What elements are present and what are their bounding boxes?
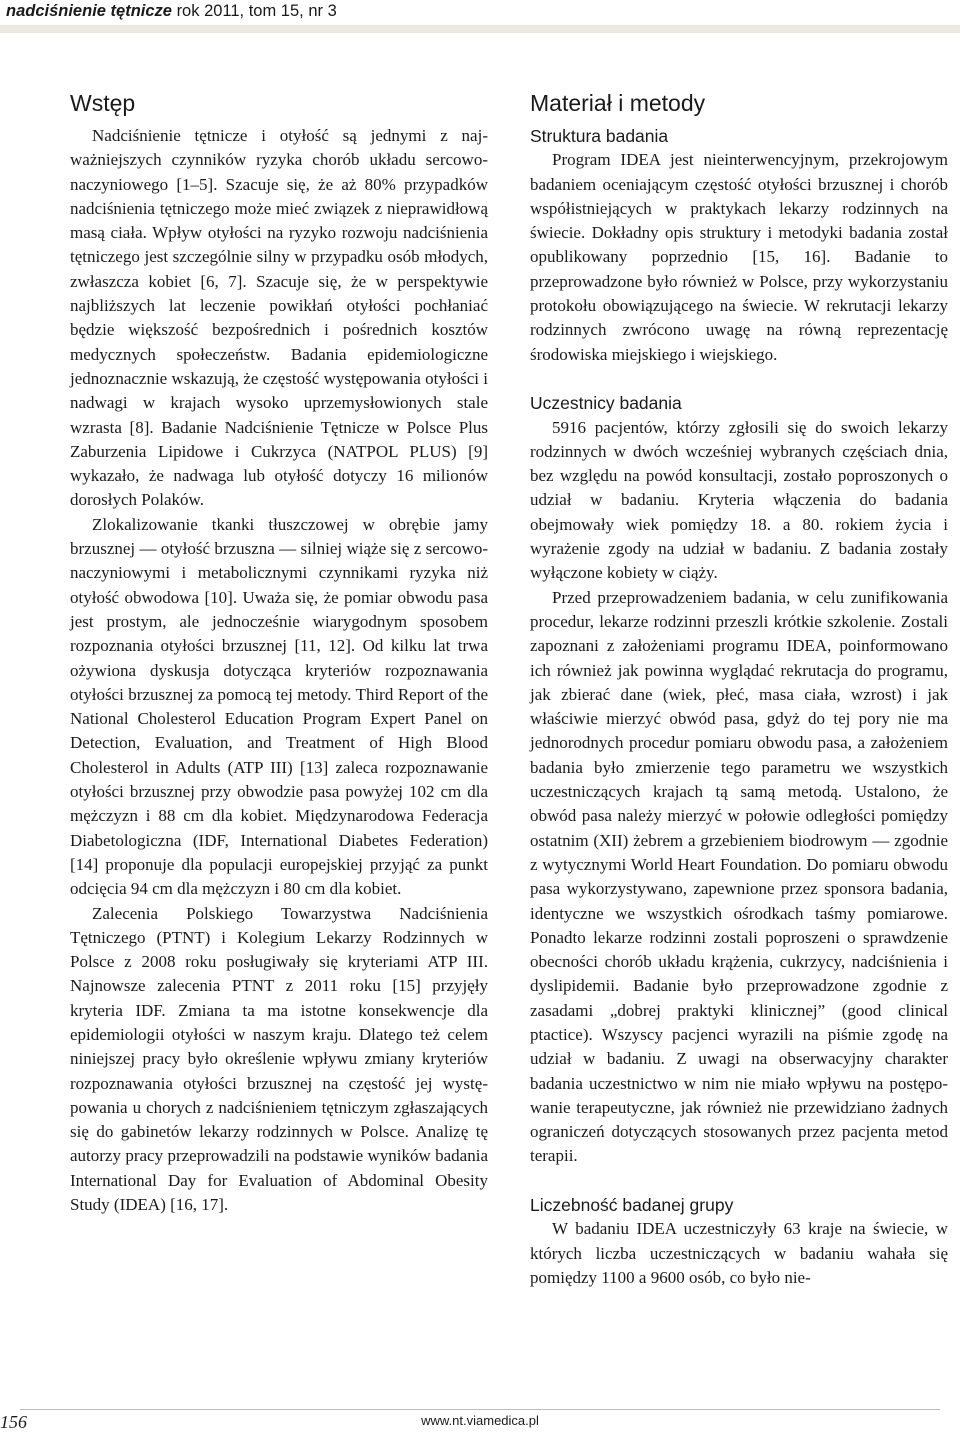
- participants-paragraph-1: 5916 pacjentów, którzy zgłosili się do swoich lekarzy rodzinnych w dwóch wcześniej wybranych częściach dnia, bez względu na powód konsultacji, zostało poproszonych o udział w badaniu. Kryteria włączenia do badania obejmowały wiek pomiędzy 18. a 80. rokiem życia i wyrażenie zgody na udział w badaniu. Z badania zostały wyłączone kobiety w ciąży.: [530, 417, 948, 583]
- footer-url: www.nt.viamedica.pl: [421, 1413, 539, 1428]
- section-title-introduction: Wstęp: [70, 90, 136, 116]
- structure-paragraph: Program IDEA jest nieinterwencyjnym, przekrojowym badaniem oceniającym częstość otyłości brzusznej i chorób współistniejących w praktykach lekarzy rodzinnych na świecie. Dokładny opis struktury i metodyki badania został opublikowany poprzednio [15, 16]. Badanie to przeprowadzone było również w Polsce, przy wykorzystaniu protokołu obowiązującego na świecie. W rekrutacji lekarzy rodzinnych zwrócono uwagę na równą reprezentację środowiska miejskiego i wiejskiego.: [530, 150, 948, 364]
- intro-paragraph-3: Zalecenia Polskiego Towarzystwa Nadciśnienia Tętniczego (PTNT) i Kolegium Lekarzy Rodzinnych w Polsce z 2008 roku posługiwały się kryteriami ATP III. Najnowsze zalecenia PTNT z 2011 roku [15] przyjęły kryteria IDF. Zmiana ta ma istotne konsekwencje dla epidemiologii otyłości w naszym kraju. Dlatego też celem niniejszej pracy było określenie wpływu zmiany kryteriów rozpoznawania otyłości brzusznej na częstość jej występowania u chorych z nadciśnieniem tętniczym zgłaszających się do gabinetów lekarzy rodzinnych w Polsce. Analizę tę autorzy pracy przeprowadzili na podstawie wyników badania International Day for Evaluation of Abdominal Obesity Study (IDEA) [16, 17].: [70, 903, 488, 1215]
- section-title-methods: Materiał i metody: [530, 90, 706, 116]
- right-column: [530, 89, 948, 1290]
- intro-paragraph-2: Zlokalizowanie tkanki tłuszczowej w obrębie jamy brzusznej — otyłość brzuszna — silniej wiąże się z sercowo-naczyniowymi i metabolicznymi czynnikami ryzyka niż otyłość obwodowa [10]. Uważa się, że pomiar obwodu pasa jest prostym, ale jednocześnie wiarygodnym sposobem rozpoznania otyłości brzusznej [11, 12]. Od kilku lat trwa ożywiona dyskusja dotycząca kryteriów rozpoznawania otyłości brzusznej za pomocą tej metody. Third Report of the National Cholesterol Education Program Expert Panel on Detection, Evaluation, and Treatment of High Blood Cholesterol in Adults (ATP III) [13] zaleca rozpoznawanie otyłości brzusznej przy obwodzie pasa powyżej 102 cm dla mężczyzn i 88 cm dla kobiet. Międzynarodowa Federacja Diabetologiczna (IDF, International Diabetes Federation) [14] proponuje dla populacji europejskiej przyjąć za punkt odcięcia 94 cm dla mężczyzn i 80 cm dla kobiet.: [70, 514, 488, 899]
- participants-paragraph-2: Przed przeprowadzeniem badania, w celu zunifikowania procedur, lekarze rodzinni przeszli krótkie szkolenie. Zostali zapoznani z założeniami programu IDEA, poinformowano ich również jak powinna wyglądać rekrutacja do programu, jak zbierać dane (wiek, płeć, masa ciała, wzrost) i jak właściwie mierzyć obwód pasa, gdyż do tej pory nie ma jednorodnych procedur pomiaru obwodu pasa, a założeniem badania było zmierzenie tego parametru we wszystkich uczestniczących krajach tą samą metodą. Ustalono, że obwód pasa należy mierzyć w połowie odległości pomiędzy ostatnim (XII) żebrem a grzebieniem biodrowym — zgodnie z wytycznymi World Heart Foundation. Do pomiaru obwodu pasa wykorzystywano, zapewnione przez sponsora badania, identyczne we wszystkich ośrodkach taśmy pomiarowe. Ponadto lekarze rodzinni zostali poproszeni o sprawdzenie obecności chorób układu krążenia, cukrzycy, nadciśnienia i dyslipidemii. Badanie było przeprowadzone zgodnie z zasadami „dobrej praktyki klinicznej” (good clinical ptactice). Wszyscy pacjenci wyrazili na piśmie zgodę na udział w badaniu. Z uwagi na obserwacyjny charakter badania uczestnictwo w nim nie miało wpływu na postępowanie terapeutyczne, jak również nie przewidziano żadnych ograniczeń dotyczących stosowanych przez pacjenta metod terapii.: [530, 587, 948, 1166]
- subsection-title-group-size: Liczebność badanej grupy: [530, 1195, 734, 1216]
- header-rule: [0, 25, 960, 33]
- subsection-title-participants: Uczestnicy badania: [530, 393, 682, 414]
- subsection-title-structure: Struktura badania: [530, 126, 669, 146]
- issue-info: rok 2011, tom 15, nr 3: [176, 2, 337, 20]
- left-column: [70, 89, 488, 1217]
- group-size-paragraph: W badaniu IDEA uczestniczyły 63 kraje na świecie, w których liczba uczestniczących w badaniu wahała się pomiędzy 1100 a 9600 osób, co było nie-: [530, 1219, 948, 1287]
- running-header: [6, 2, 337, 21]
- intro-paragraph-1: Nadciśnienie tętnicze i otyłość są jednymi z najważniejszych czynników ryzyka chorób układu sercowo-naczyniowego [1–5]. Szacuje się, że aż 80% przypadków nadciśnienia tętniczego może mieć związek z nieprawidłową masą ciała. Wpływ otyłości na ryzyko rozwoju nadciśnienia tętniczego jest szczególnie silny w przypadku osób młodych, zwłaszcza kobiet [6, 7]. Szacuje się, że w perspektywie najbliższych lat leczenie powikłań otyłości pochłaniać będzie większość bezpośrednich i pośrednich kosztów medycznych społeczeństw. Badania epidemiologiczne jednoznacznie wskazują, że częstość występowania otyłości i nadwagi w krajach wysoko uprzemysłowionych stale wzrasta [8]. Badanie Nadciśnienie Tętnicze w Polsce Plus Zaburzenia Lipidowe i Cukrzyca (NATPOL PLUS) [9] wykazało, że nadwaga lub otyłość dotyczy 16 milionów dorosłych Polaków.: [70, 126, 488, 510]
- footer-rule: [20, 1409, 940, 1410]
- page-number: 156: [0, 1412, 27, 1432]
- journal-title: nadciśnienie tętnicze: [6, 2, 172, 20]
